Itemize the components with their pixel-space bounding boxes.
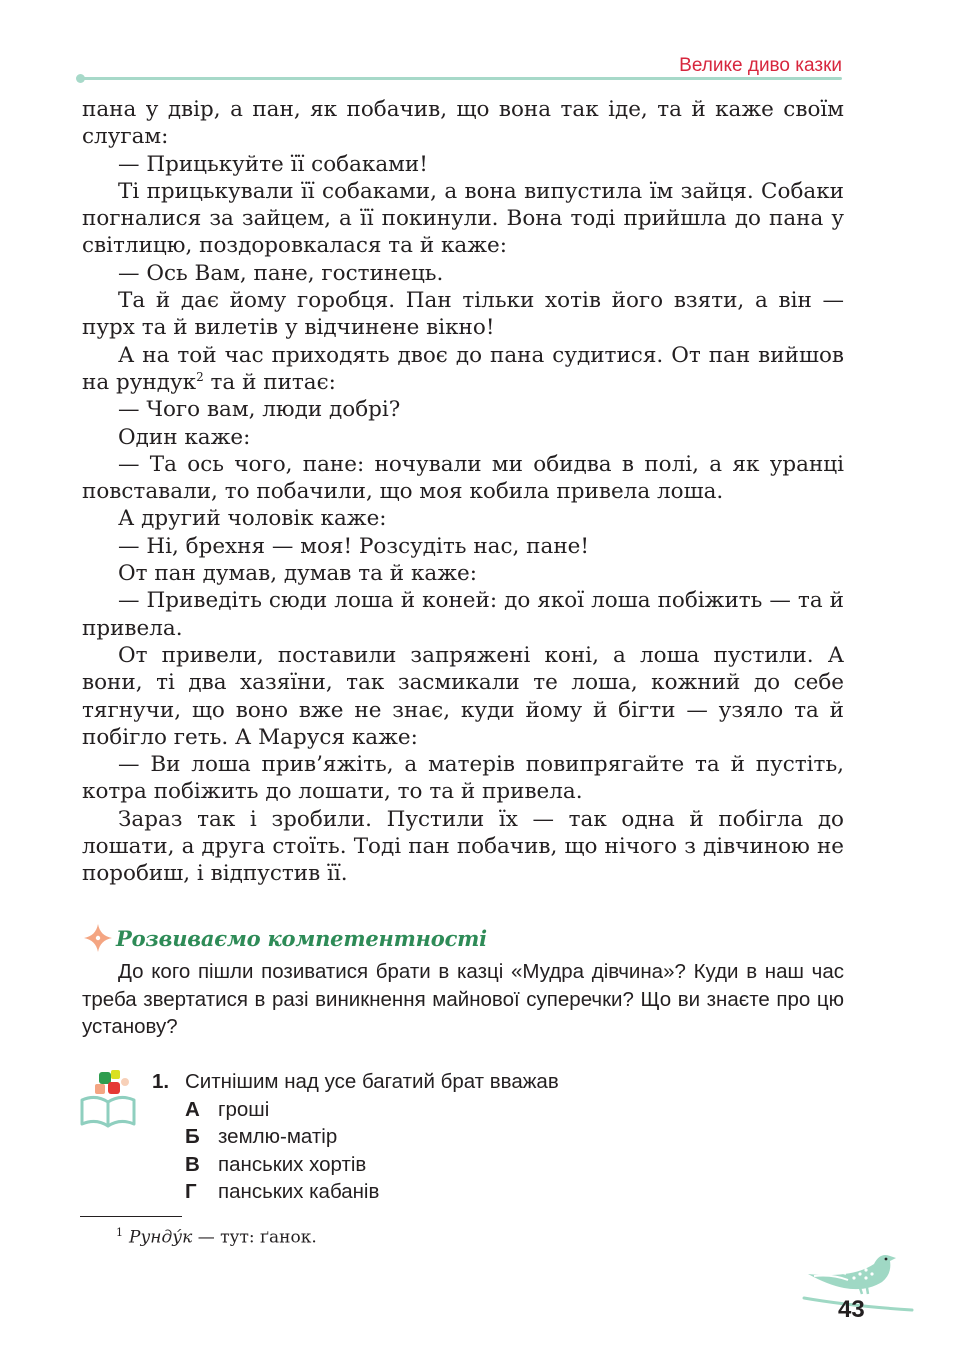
story-paragraph-13: — Приведіть сюди лоша й коней: до якої лоша побіжить — та й привела. — [82, 588, 844, 641]
header-rule — [80, 77, 842, 80]
sparkle-icon — [82, 922, 114, 954]
story-paragraph-7: — Чого вам, люди добрі? — [118, 397, 401, 423]
story-paragraph-2: — Прицькуйте її собаками! — [118, 151, 428, 177]
story-paragraph-10: А другий чоловік каже: — [118, 506, 387, 532]
footnote — [116, 1226, 317, 1248]
running-header-title: Велике диво казки — [679, 55, 842, 76]
story-paragraph-14: От привели, поставили запряжені коні, а лоша пустили. А вони, ті два хазяїни, так засмикали те лоша, кожний до себе тягнучи, що воно вже не знає, куди йому й бігти — узяло та й побігло геть. А Маруся каже: — [82, 642, 844, 750]
option-letter: Б — [185, 1125, 200, 1148]
option-text: панських хортів — [218, 1152, 367, 1176]
footnote-term: Рунду́к — [129, 1227, 193, 1248]
task-number: 1. — [152, 1070, 170, 1093]
answer-option-h — [152, 1178, 559, 1206]
story-paragraph-8: Один каже: — [118, 424, 251, 450]
discussion-question — [82, 958, 844, 1041]
story-paragraph-1: пана у двір, а пан, як побачив, що вона так іде, та й каже своїм слугам: — [82, 97, 844, 150]
test-task — [152, 1068, 559, 1206]
option-text: панських кабанів — [218, 1180, 380, 1203]
footnote-mark: 1 — [116, 1226, 123, 1239]
footnote-reference: 2 — [196, 369, 204, 384]
footnote-rule — [80, 1216, 182, 1217]
story-paragraph-3: Ті прицькували її собаками, а вона випустила їм зайця. Собаки погналися за зайцем, а її покинули. Вона тоді прийшла до пана у світлицю, поздоровкалася та й каже: — [82, 178, 844, 259]
option-text: гроші — [218, 1097, 270, 1121]
discussion-question-text: До кого пішли позиватися брати в казці «Мудра дівчина»? Куди в наш час треба звертатися в разі виникнення майнової суперечки? Що ви знаєте про цю установу? — [82, 960, 844, 1038]
story-paragraph-6-text: А на той час приходять двоє до пана судитися. От пан вийшов на рундук — [82, 342, 844, 395]
story-paragraph-15: — Ви лоша прив’яжіть, а матерів повипрягайте та й пустіть, котра побіжить до лошати, то та й привела. — [82, 752, 844, 805]
book-test-icon — [78, 1066, 138, 1130]
story-paragraph-5: Та й дає йому горобця. Пан тільки хотів його взяти, а він — пурх та й вилетів у відчинене вікно! — [82, 288, 844, 341]
answer-option-b — [152, 1123, 559, 1151]
footnote-definition: — тут: ґанок. — [192, 1227, 317, 1248]
option-letter: Г — [185, 1180, 197, 1203]
story-paragraph-6-after: та й питає: — [203, 369, 336, 395]
story-text — [82, 96, 844, 888]
story-paragraph-6 — [82, 342, 844, 397]
section-title: Розвиваємо компетентності — [116, 925, 487, 951]
story-paragraph-16: Зараз так і зробили. Пустили їх — так одна й побігла до лошати, а друга стоїть. Тоді пан побачив, що нічого з дівчиною не поробиш, і відпустив її. — [82, 806, 844, 887]
option-letter: В — [185, 1152, 200, 1176]
answer-option-a — [152, 1096, 559, 1124]
task-text: Ситнішим над усе багатий брат вважав — [185, 1070, 559, 1093]
story-paragraph-11: — Ні, брехня — моя! Розсудіть нас, пане! — [118, 533, 590, 559]
option-letter: А — [185, 1097, 200, 1121]
story-paragraph-4: — Ось Вам, пане, гостинець. — [118, 260, 444, 286]
option-text: землю-матір — [218, 1125, 338, 1148]
answer-option-v — [152, 1151, 559, 1179]
task-question — [152, 1068, 559, 1096]
story-paragraph-9: — Та ось чого, пане: ночували ми обидва в полі, а як уранці повставали, то побачили, що моя кобила привела лоша. — [82, 451, 844, 505]
story-paragraph-12: От пан думав, думав та й каже: — [118, 561, 477, 587]
page-number: 43 — [838, 1296, 865, 1323]
section-heading — [82, 922, 487, 954]
